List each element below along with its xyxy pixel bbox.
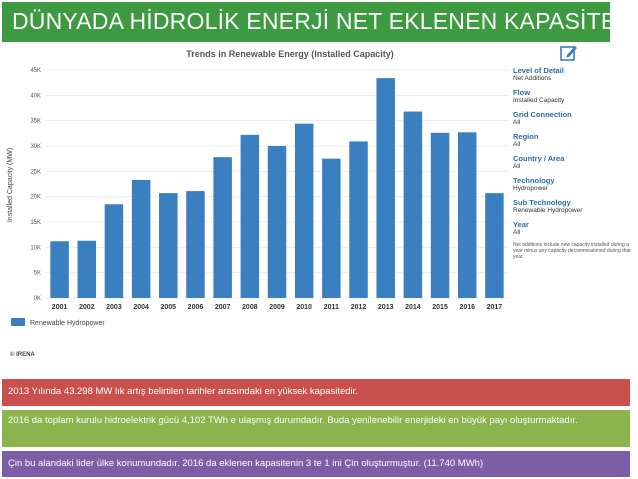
x-tick-label: 2012 bbox=[350, 304, 367, 311]
x-tick-label: 2002 bbox=[78, 304, 95, 311]
net-additions-note: Net additions include new capacity installed during a year minus any capacity decommissioned during that year. bbox=[513, 242, 631, 260]
legend-label: Renewable Hydropower bbox=[30, 320, 105, 327]
chart-title: Trends in Renewable Energy (Installed Capacity) bbox=[186, 49, 394, 59]
bar-2004[interactable] bbox=[132, 180, 150, 298]
filter-label: Technology bbox=[513, 176, 555, 185]
x-tick-label: 2015 bbox=[432, 304, 448, 311]
bar-2009[interactable] bbox=[268, 146, 286, 298]
y-tick-label: 0K bbox=[33, 296, 41, 302]
x-tick-label: 2003 bbox=[106, 304, 122, 311]
page-title: DÜNYADA HİDROLİK ENERJİ NET EKLENEN KAPASİTE bbox=[12, 8, 617, 34]
title-bar bbox=[2, 2, 617, 42]
bar-2016[interactable] bbox=[458, 132, 476, 298]
filter-label: Region bbox=[513, 132, 539, 141]
filter-year[interactable] bbox=[513, 220, 631, 237]
filter-label: Level of Detail bbox=[513, 66, 564, 75]
filter-label: Year bbox=[513, 220, 529, 229]
filter-label: Grid Connection bbox=[513, 110, 572, 119]
x-tick-label: 2017 bbox=[486, 304, 503, 311]
x-tick-label: 2009 bbox=[269, 304, 285, 311]
y-tick-label: 35K bbox=[30, 118, 41, 125]
y-tick-label: 30K bbox=[30, 144, 41, 150]
filter-value: All bbox=[513, 141, 521, 148]
filter-label: Flow bbox=[513, 88, 531, 97]
filter-label: Sub Technology bbox=[513, 198, 571, 207]
filter-value: Hydropower bbox=[513, 185, 549, 192]
x-tick-label: 2004 bbox=[133, 304, 149, 311]
y-tick-label: 5K bbox=[33, 270, 41, 277]
bar-2015[interactable] bbox=[431, 133, 449, 298]
filter-value: Installed Capacity bbox=[513, 97, 565, 104]
x-tick-label: 2016 bbox=[459, 304, 476, 311]
info-box-2013-peak: 2013 Yılında 43.298 MW lık artış belirtilen tarihler arasındaki en yüksek kapasitedir. bbox=[2, 379, 630, 406]
filter-value: All bbox=[513, 163, 521, 170]
y-tick-label: 45K bbox=[30, 68, 41, 74]
filter-value: Net Additions bbox=[513, 75, 552, 82]
y-tick-label: 20K bbox=[30, 194, 41, 201]
bar-2006[interactable] bbox=[186, 191, 204, 298]
filter-value: All bbox=[513, 119, 521, 126]
x-tick-label: 2001 bbox=[51, 304, 68, 311]
bar-2010[interactable] bbox=[295, 124, 313, 298]
x-tick-label: 2010 bbox=[296, 304, 312, 311]
bar-2007[interactable] bbox=[213, 157, 231, 298]
filter-panel bbox=[513, 66, 631, 260]
y-tick-label: 40K bbox=[30, 93, 41, 100]
filter-technology[interactable] bbox=[513, 176, 631, 193]
bar-2011[interactable] bbox=[322, 159, 340, 298]
source-credit: © IRENA bbox=[10, 352, 35, 358]
filter-flow[interactable] bbox=[513, 88, 631, 105]
bar-2005[interactable] bbox=[159, 193, 177, 298]
x-tick-label: 2008 bbox=[242, 304, 258, 311]
y-tick-label: 15K bbox=[30, 220, 41, 226]
filter-level-of-detail[interactable] bbox=[513, 66, 631, 83]
hydropower-bar-chart bbox=[0, 40, 510, 355]
filter-country-area[interactable] bbox=[513, 154, 631, 171]
x-tick-label: 2013 bbox=[377, 304, 394, 311]
x-tick-label: 2007 bbox=[214, 304, 231, 311]
bar-2003[interactable] bbox=[105, 204, 123, 298]
y-tick-label: 10K bbox=[30, 245, 41, 252]
filter-value: Renewable Hydropower bbox=[513, 207, 583, 214]
bar-2013[interactable] bbox=[376, 78, 394, 298]
bar-2012[interactable] bbox=[349, 141, 367, 298]
bar-2002[interactable] bbox=[78, 241, 96, 298]
y-tick-label: 25K bbox=[30, 169, 41, 176]
bar-2014[interactable] bbox=[404, 112, 422, 298]
x-tick-label: 2014 bbox=[405, 304, 421, 311]
x-tick-label: 2006 bbox=[187, 304, 204, 311]
filter-region[interactable] bbox=[513, 132, 631, 149]
info-box-2016-total: 2016 da toplam kurulu hidroelektrik gücü 4,102 TWh e ulaşmış durumdadır. Buda yenilenebilir enerjideki en büyük payı oluşturmaktadır. bbox=[2, 410, 630, 447]
info-box-china: Çin bu alandaki lider ülke konumundadır. 2016 da eklenen kapasitenin 3 te 1 ini Çin oluşturmuştur. (11.740 MWh) bbox=[2, 451, 630, 477]
filter-value: All bbox=[513, 229, 521, 236]
y-axis-label: Installed Capacity (MW) bbox=[7, 147, 14, 223]
bar-2017[interactable] bbox=[485, 193, 503, 298]
edit-icon[interactable] bbox=[560, 44, 578, 62]
legend-swatch bbox=[11, 318, 25, 326]
x-tick-label: 2011 bbox=[323, 304, 339, 311]
bar-2001[interactable] bbox=[50, 241, 68, 298]
bar-2008[interactable] bbox=[241, 135, 259, 298]
filter-label: Country / Area bbox=[513, 154, 565, 163]
x-tick-label: 2005 bbox=[160, 304, 177, 311]
filter-sub-technology[interactable] bbox=[513, 198, 631, 215]
filter-grid-connection[interactable] bbox=[513, 110, 631, 127]
